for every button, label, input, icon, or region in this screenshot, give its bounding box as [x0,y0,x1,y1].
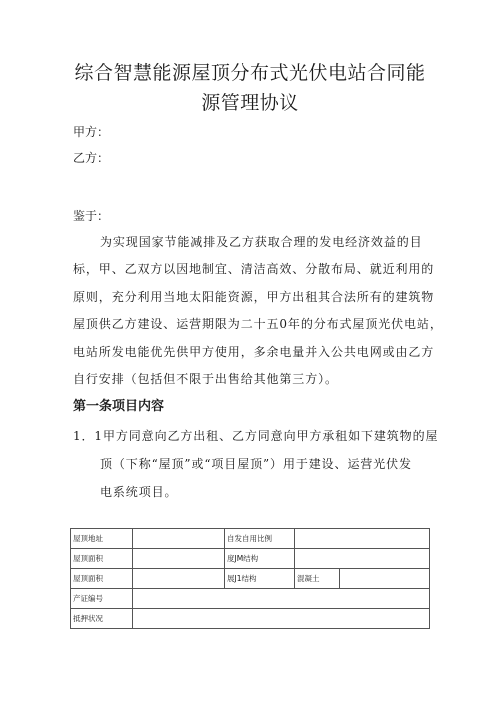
party-b-label: 乙方： [73,151,110,165]
clause-1-1-line: 顶（下称“屋顶”或“项目屋顶”）用于建设、运营光伏发 [100,457,412,471]
table-cell: 度JM结构 [225,549,295,569]
table-cell [133,609,430,629]
whereas-label: 鉴于： [73,209,110,223]
table-cell [133,549,225,569]
clause-1-1-line: 1．1甲方同意向乙方出租、乙方同意向甲方承租如下建筑物的屋 [73,429,439,443]
preamble-line: 为实现国家节能减排及乙方获取合理的发电经济效益的目 [100,235,423,249]
preamble-line: 屋顶供乙方建设、运营期限为二十五0年的分布式屋顶光伏电站， [73,317,443,331]
table-cell: 屋顶面积 [71,569,133,589]
preamble-line: 自行安排（包括但不限于出售给其他第三方）。 [73,372,338,386]
table-cell [133,569,225,589]
table-cell [295,529,430,549]
party-a-label: 甲方： [73,125,110,139]
table-row [71,529,430,549]
table-cell: 混凝土 [295,569,340,589]
table-row [71,569,430,589]
preamble-line: 原则，充分利用当地太阳能资源，甲方出租其合法所有的建筑物 [73,290,435,304]
table-row [71,589,430,609]
preamble-line: 标，甲、乙双方以因地制宜、清洁高效、分散布局、就近利用的 [73,262,435,276]
table-cell [295,549,430,569]
document-title-line-2: 源管理协议 [201,92,299,114]
table-cell: 屋顶面积 [71,549,133,569]
table-cell: 展J1结构 [225,569,295,589]
table-cell [133,589,430,609]
article-1-heading: 第一条项目内容 [73,399,165,414]
table-row [71,609,430,629]
document-title-line-1: 综合智慧能源屋顶分布式光伏电站合同能 [74,62,426,84]
clause-1-1-line: 电系统项目。 [100,485,178,499]
table-cell [133,529,225,549]
table-cell: 屋顶地址 [71,529,133,549]
roof-info-table [70,528,430,629]
table-cell: 抵押状况 [71,609,133,629]
table-cell [340,569,430,589]
table-cell: 自发自用比例 [225,529,295,549]
table-row [71,549,430,569]
table-cell: 产证编号 [71,589,133,609]
preamble-line: 电站所发电能优先供甲方使用，多余电量并入公共电网或由乙方 [73,345,435,359]
